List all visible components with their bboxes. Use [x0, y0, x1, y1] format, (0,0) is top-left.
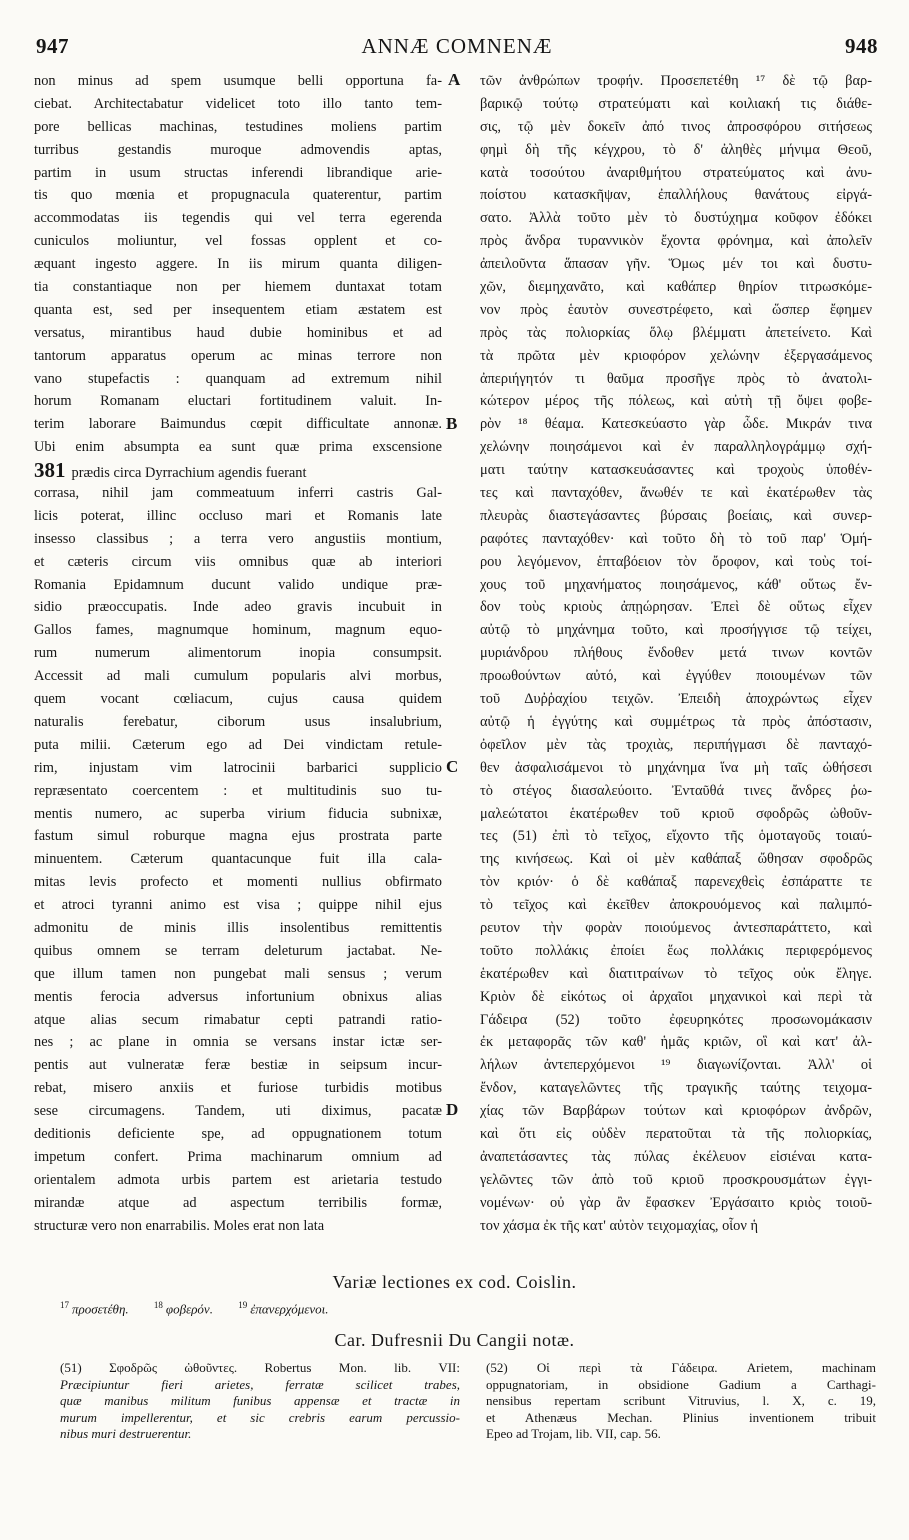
section-marker-a: A	[448, 70, 461, 89]
lection-text: ἐπανερχόμενοι.	[250, 1301, 329, 1317]
latin-line: repræsentato coercentem : et multitudinis suo tu-	[34, 782, 442, 799]
latin-line: Ubi enim absumpta ea sunt quæ prima exscensione	[34, 439, 442, 456]
greek-line: κατὰ τοσούτου ἀναριθμήτου στρατεύματος καὶ ἀνυ-	[480, 164, 872, 181]
latin-line: et cæteris circum viis omnibus quæ ab interiori	[34, 553, 442, 570]
note-52	[486, 1360, 876, 1443]
note-line: Præcipiuntur fieri arietes, ferratæ scilicet trabes,	[60, 1376, 460, 1392]
section-number: 381	[34, 459, 66, 483]
latin-line: licis poterat, illinc occluso mari et Romanis late	[34, 507, 442, 524]
greek-line: Κριὸν δὲ εἰκότως οἱ ἀρχαῖοι μηχανικοὶ καὶ περὶ τὰ	[480, 988, 872, 1005]
latin-line: mentis ferocia adversus infortunium obnixus alias	[34, 988, 442, 1005]
latin-line: quem vocant cœliacum, cujus causa quidem	[34, 691, 442, 708]
greek-line: ρου λεγόμενον, ἑπταβόειον τὸν ὄροφον, καὶ τοὺς τοί-	[480, 553, 872, 570]
greek-line: πλευρὰς διαστεγάσαντες βύρσαις βοείαις, καὶ συνερ-	[480, 507, 872, 524]
latin-line: tia constantiaque non per hiemem duntaxat totam	[34, 279, 442, 296]
latin-line: deditionis deficiente spe, ad oppugnationem totum	[34, 1125, 442, 1142]
latin-line: æquant ingesto aggere. In iis mirum quanta diligen-	[34, 256, 442, 273]
latin-line: quibus omnem se terram deleturum jactabat. Ne-	[34, 942, 442, 959]
latin-line: admonitu de minis illis insolentibus remittentis	[34, 919, 442, 936]
section-marker-c: C	[446, 757, 459, 776]
running-title: ANNÆ COMNENÆ	[361, 34, 553, 58]
lection-number: 19	[238, 1300, 248, 1310]
note-line: murum impellerentur, et sic crebris earum percussio-	[60, 1409, 460, 1425]
note-line: (51) Σφοδρῶς ὠθοῦντες. Robertus Mon. lib. VII:	[60, 1360, 460, 1375]
greek-line: αὐτῷ τὸ μηχάνημα τοῦτο, καὶ προσήγγισε τῷ τείχει,	[480, 622, 872, 639]
greek-line: τὸ στέγος διασαλεύοιτο. Ἐνταῦθά τινες ἄνδρες ῥω-	[480, 782, 872, 799]
latin-line: horum Romanam eluctari fortitudinem valuit. In-	[34, 393, 442, 410]
latin-line: corrasa, nihil jam commeatuum inferri castris Gal-	[34, 485, 442, 502]
greek-line: πρὸς ἄνδρα τυραννικὸν ἔχοντα φρόνημα, καὶ ἀπολεῖν	[480, 233, 872, 250]
latin-line: cuniculos moliuntur, vel fossas opplent et co-	[34, 233, 442, 250]
lection-text: φοβερόν.	[165, 1301, 213, 1317]
latin-line: nes ; ac plane in omnia se versans instar ictæ ser-	[34, 1034, 442, 1051]
latin-line: puta milii. Cæterum ego ad Dei vindictam retule-	[34, 736, 442, 753]
greek-line: κώτερον μέρος τῆς πόλεως, καὶ αὐτὴ τῇ ὄψει φοβε-	[480, 393, 872, 410]
note-line: Epeo ad Trojam, lib. VII, cap. 56.	[486, 1426, 661, 1441]
latin-line-text: prædis circa Dyrrachium agendis fuerant	[71, 465, 307, 482]
latin-line: que illum tamen non pungebat mali sensus ; verum	[34, 965, 442, 982]
greek-line: ἀναπετάσαντες τὰς πύλας ἐκέλευον εἰσιέναι κατα-	[480, 1148, 872, 1165]
greek-line: μαλεώτατοι ἑκατέρωθεν τοῦ κριοῦ σφοδρῶς ὠθοῦν-	[480, 805, 872, 822]
latin-line: Romania Epidamnum ducunt valido undique præ-	[34, 576, 442, 593]
greek-line: ματι ταύτην κατασκευάσαντες καὶ τροχοὺς ὑποθέν-	[480, 462, 872, 479]
latin-line: fastum simul roburque magna ejus prostrata parte	[34, 828, 442, 845]
latin-line: mitas levis profecto et momenti nullius obfirmato	[34, 874, 442, 891]
greek-line: της κινήσεως. Καὶ οἱ μὲν καθάπαξ ὤθησαν σφοδρῶς	[480, 851, 872, 868]
note-line: nensibus repertam scribunt Vitruvius, l. X, c. 19,	[486, 1393, 876, 1408]
greek-line: ἔνδον, καταγελῶντες τῆς τραγικῆς ταύτης τειχομα-	[480, 1080, 872, 1097]
greek-line: τὰ πρῶτα μὲν κριοφόρον χελώνην ἐξεργασάμενος	[480, 347, 872, 364]
latin-line: Gallos fames, magnumque hominum, magnum equo-	[34, 622, 442, 639]
greek-line: ραφότες πανταχόθεν· καὶ τοῦτο δὴ τὸ τοῦ παρ' Ὁμή-	[480, 530, 872, 547]
greek-column	[480, 70, 872, 1237]
note-line: et Athenæus Mechan. Plinius inventionem tribuit	[486, 1409, 876, 1425]
latin-line: rim, injustam vim latrocinii barbarici supplicio	[34, 759, 442, 776]
latin-line: sese circumagens. Tandem, uti diximus, pacatæ	[34, 1103, 442, 1120]
greek-line: αὐτῷ ἡ ἐγγύτης καὶ συμμέτρως τὰ πρὸς ἀπόστασιν,	[480, 713, 872, 730]
greek-line: προωθούντων αὐτό, καὶ ἐγγύθεν ποιουμένων τῶν	[480, 668, 872, 685]
note-line: nibus muri destruerentur.	[60, 1426, 192, 1441]
greek-line: σις, τῷ μὲν δοκεῖν ἀπό τινος ἀπροσφόρου σιτήσεως	[480, 118, 872, 135]
note-line: (52) Οἱ περὶ τὰ Γάδειρα. Arietem, machinam	[486, 1360, 876, 1375]
greek-line: ρὸν ¹⁸ θέαμα. Κατεσκεύαστο γὰρ ὧδε. Μικράν τινα	[480, 416, 872, 433]
latin-line: mentis numero, ac superba virium fiducia subnixæ,	[34, 805, 442, 822]
greek-line: τῶν ἀνθρώπων τροφήν. Προσεπετέθη ¹⁷ δὲ τῷ βαρ-	[480, 73, 872, 89]
latin-line: naturalis ferebatur, ciborum usus insalubrium,	[34, 713, 442, 730]
greek-line: γελῶντες τῶν ἀπὸ τοῦ κριοῦ προσκρουσμάτων ἐγγι-	[480, 1171, 872, 1188]
latin-line: partim in usum structas inferendi librandique arie-	[34, 164, 442, 181]
latin-line: sidio præoccupatis. Inde adeo gravis incubuit in	[34, 599, 442, 616]
page-number-right: 948	[845, 34, 878, 58]
latin-line: minuentem. Cæterum quantacunque fuit illa cala-	[34, 851, 442, 868]
greek-line: καὶ ὅτι εἰς οὐδὲν περατοῦται τὰ τῆς πολιορκίας,	[480, 1125, 872, 1142]
greek-line: μυριάνδρου πλήθους ἔνδοθεν μετά τινων κοντῶν	[480, 645, 872, 662]
latin-line: non minus ad spem usumque belli opportuna fa-	[34, 73, 442, 89]
page-header	[36, 34, 878, 64]
greek-line: φημὶ δὴ τῆς κέγχρου, τὸ δ' ἀληθὲς μήνιμα Θεοῦ,	[480, 141, 872, 158]
section-marker-b: B	[446, 414, 458, 433]
latin-line: impetum confert. Prima machinarum omnium ad	[34, 1148, 442, 1165]
greek-line: ἐκ μεταφορᾶς τῶν καθ' ἡμᾶς κριῶν, οἳ καὶ κατ' ἀλ-	[480, 1034, 872, 1051]
greek-line: Γάδειρα (52) τοῦτο ἐφευρηκότες προσωνομάκασιν	[480, 1011, 872, 1028]
greek-line: τοῦτο πολλάκις ἐποίει ἕως πολλάκις περιφερόμενος	[480, 942, 872, 959]
note-51	[60, 1360, 460, 1443]
latin-line: tis quo mœnia et propugnacula quaterentur, partim	[34, 187, 442, 204]
latin-line: quanta est, sed per insequentem etiam æstatem est	[34, 301, 442, 318]
note-line: quæ manibus militum funibus appensæ et tractæ in	[60, 1393, 460, 1408]
section-marker-d: D	[446, 1100, 459, 1119]
latin-line: vano stupefactis : quanquam ad extremum nihil	[34, 370, 442, 387]
greek-line: τες (51) ἐπὶ τὸ τεῖχος, εἴχοντο τῆς ὁμοταγοῦς τοιαύ-	[480, 828, 872, 845]
latin-line: structuræ vero non enarrabilis. Moles erat non lata	[34, 1217, 325, 1234]
greek-line: δον τοὺς κριοὺς ἀπῃώρησαν. Ἐπεὶ δὲ οὕτως εἶχεν	[480, 599, 872, 616]
greek-line: ρευτον τὴν φορὰν ποιούμενος ἀντεσπαράττετο, καὶ	[480, 919, 872, 936]
note-line: oppugnatoriam, in obsidione Gadium a Carthagi-	[486, 1376, 876, 1392]
latin-line: atque alias secum rimabatur cepti patrandi ratio-	[34, 1011, 442, 1028]
latin-line: rebat, misero anxiis et furiose turbidis motibus	[34, 1080, 442, 1097]
greek-line: ἀπειλοῦντα ἅπασαν γῆν. Ὅμως μέν τοι καὶ δυστυ-	[480, 256, 872, 273]
latin-line: rum numerum alimentorum inopia consumpsit.	[34, 645, 442, 662]
greek-line: τον χάσμα ἐκ τῆς κατ' αὐτὸν τειχομαχίας, οἷον ἡ	[480, 1217, 758, 1234]
greek-line: τὸ τεῖχος καὶ ἐκεῖθεν ἀποκρουόμενος καὶ παλιμπό-	[480, 897, 872, 914]
greek-line: πρὸς τὰς πολιορκίας ὅλῳ βλέμματι ἀπετείνετο. Καὶ	[480, 324, 872, 341]
latin-line: et atroci tyranni animo est visa ; quippe nihil ejus	[34, 897, 442, 914]
greek-line: ἀπεριήγητόν τι θαῦμα προσῆγε πρὸς τὸ ἀνατολι-	[480, 370, 872, 387]
greek-line: χίας τῶν Βαρβάρων τούτων καὶ κριοφόρων ἀνδρῶν,	[480, 1103, 872, 1120]
lection-number: 18	[153, 1300, 163, 1310]
latin-line: accommodatas iis tegendis qui vel terra egerenda	[34, 210, 442, 227]
greek-line: ποίστου κατασκῆψαν, ἐπαλλήλους θανάτους εἰργά-	[480, 187, 872, 204]
lectiones-heading: Variæ lectiones ex cod. Coislin.	[332, 1272, 577, 1292]
greek-line: βαρικῷ τούτῳ στρατεύματι καὶ κοιλιακή τις διάθε-	[480, 95, 872, 112]
latin-line: ciebat. Architectabatur videlicet toto illo tanto tem-	[34, 95, 442, 112]
greek-line: τες καὶ πανταχόθεν, ἄνωθέν τε καὶ ἑκατέρωθεν τὰς	[480, 485, 872, 502]
lection-number: 17	[60, 1300, 69, 1310]
latin-line	[34, 459, 442, 482]
latin-line: orientalem admota urbis partem est arietaria testudo	[34, 1171, 442, 1188]
greek-line: ὀφεῖλον μὲν τὰς τροχιὰς, περιπήγμασι δὲ πανταχό-	[480, 736, 872, 753]
greek-line: νον πρὸς ἑαυτὸν συνεστρέφετο, καὶ ὥσπερ ἔφημεν	[480, 301, 872, 318]
latin-line: mirandæ atque ad aspectum terribilis formæ,	[34, 1194, 442, 1211]
latin-line: pentis aut vulneratæ feræ bestiæ in seipsum incur-	[34, 1057, 442, 1074]
greek-line: τοῦ Δυῤῥαχίου τειχῶν. Ἐπειδὴ ἀποχρώντως εἶχεν	[480, 691, 872, 708]
latin-line: insesso classibus ; a terra vero angustiis montium,	[34, 530, 442, 547]
greek-line: ἑκατέρωθεν καὶ διατιτραίνων τὸ τεῖχος οὐκ ἔληγε.	[480, 965, 872, 982]
greek-line: τὸν κριόν· ὁ δὲ καθάπαξ παρενεχθεὶς ἐσπάραττε τε	[480, 874, 872, 891]
latin-line: terim laborare Baimundus cœpit difficultate annonæ.	[34, 416, 442, 433]
latin-line: pore bellicas machinas, testudines moliens partim	[34, 118, 442, 135]
lection-text: προσετέθη.	[72, 1301, 129, 1317]
greek-line: χελώνην ποιησάμενοι καὶ ἐν παραλληλογράμμῳ σχή-	[480, 439, 872, 456]
greek-line: λήλων ἀντεπερχόμενοι ¹⁹ διαγωνίζονται. Ἀλλ' οἱ	[480, 1057, 872, 1074]
greek-line: χους τοῦ μηχανήματος ποιησάμενος, κάθ' οὕτως ἔν-	[480, 576, 872, 593]
greek-line: χῶν, διεμηχανᾶτο, καὶ καθάπερ θηρίον τιτρωσκόμε-	[480, 279, 872, 296]
latin-column	[34, 70, 442, 1237]
latin-line: Accessit ad mali cumulum popularis alvi morbus,	[34, 668, 442, 685]
latin-line: versatus, mirantibus haud dubie hominibus et ad	[34, 324, 442, 341]
page-number-left: 947	[36, 34, 69, 58]
greek-line: σατο. Ἀλλὰ τοῦτο μὲν τὸ δυστύχημα κοῦφον ἐδόκει	[480, 210, 872, 227]
greek-line: νομένων· οὐ γὰρ ἂν ἔφασκεν Ἐργάσαιτο κριὸς τοιοῦ-	[480, 1194, 872, 1211]
greek-line: θεν ἀσφαλισάμενοι τὸ μηχάνημα ἵνα μὴ ταῖς ὠθήσεσι	[480, 759, 872, 776]
latin-line: tantorum apparatus operum ac minas terrore non	[34, 347, 442, 364]
notes-heading: Car. Dufresnii Du Cangii notæ.	[334, 1330, 575, 1350]
lectiones-list	[60, 1300, 329, 1317]
latin-line: turribus gestandis muroque admovendis aptas,	[34, 141, 442, 158]
